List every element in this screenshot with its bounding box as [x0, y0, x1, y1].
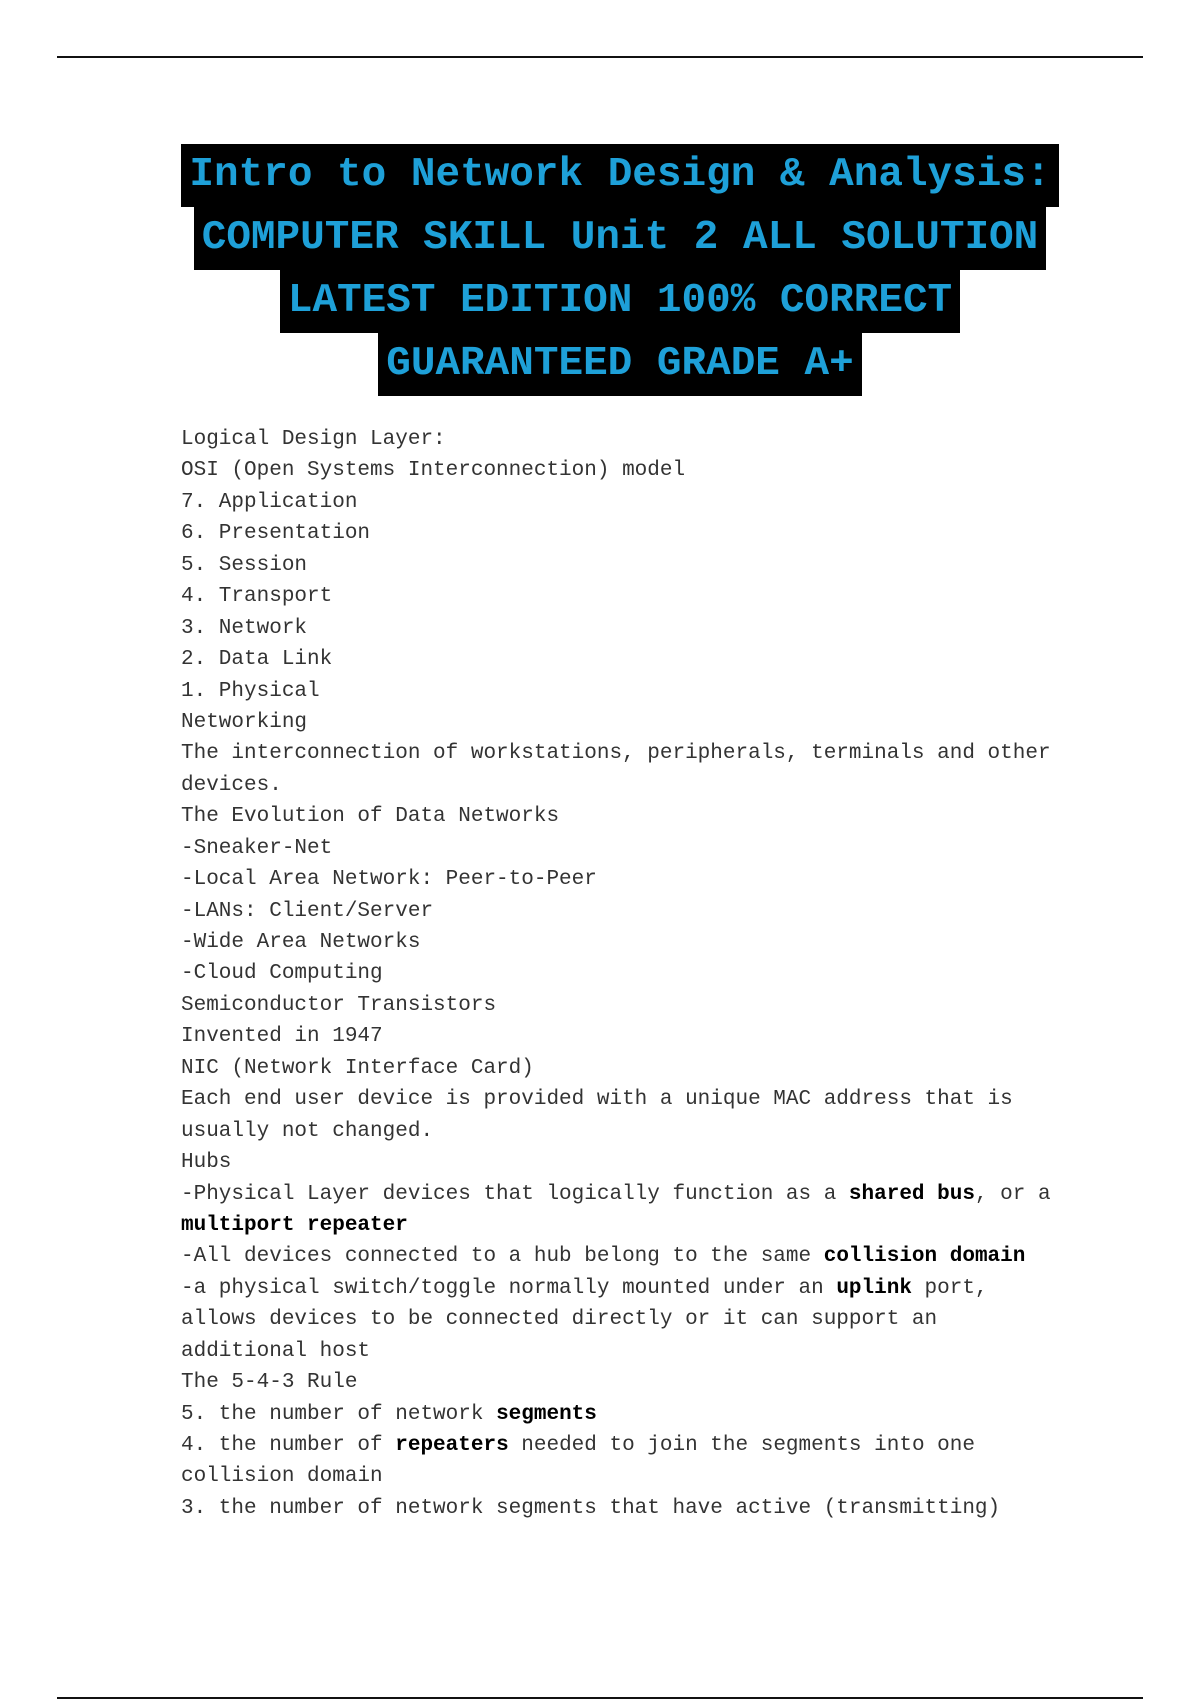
body-line: collision domain — [181, 1465, 383, 1489]
text-run: -a physical switch/toggle normally mounted under an — [181, 1276, 837, 1300]
body-line: Invented in 1947 — [181, 1025, 383, 1049]
body-line — [181, 1273, 1041, 1304]
body-line: 3. the number of network segments that have active (transmitting) — [181, 1496, 1001, 1520]
body-line — [181, 1241, 1041, 1272]
text-run: , or a — [974, 1182, 1051, 1206]
body-line: -Local Area Network: Peer-to-Peer — [181, 868, 597, 892]
body-line — [181, 1179, 1051, 1210]
text-run: -All devices connected to a hub belong to the same — [181, 1245, 824, 1269]
body-line — [181, 1210, 1041, 1241]
body-line: 2. Data Link — [181, 648, 333, 672]
body-line: The interconnection of workstations, peripherals, terminals and other — [181, 742, 1051, 766]
bold-term: repeaters — [395, 1434, 509, 1457]
body-line: 4. Transport — [181, 585, 333, 609]
body-line: 1. Physical — [181, 679, 320, 703]
text-run: 4. the number of — [181, 1434, 396, 1457]
body-line — [181, 1430, 1041, 1461]
body-line: allows devices to be connected directly or it can support an — [181, 1308, 938, 1332]
bold-term: multiport repeater — [181, 1213, 408, 1237]
text-run: port, — [911, 1276, 988, 1300]
body-line: Logical Design Layer: — [181, 428, 446, 451]
body-line: -LANs: Client/Server — [181, 899, 434, 923]
bold-term: uplink — [836, 1276, 912, 1300]
body-line: The Evolution of Data Networks — [181, 805, 560, 829]
body-line: additional host — [181, 1339, 371, 1363]
body-line: devices. — [181, 773, 282, 797]
body-line: -Wide Area Networks — [181, 931, 421, 954]
title-line-1: Intro to Network Design & Analysis: — [181, 144, 1058, 207]
header-rule — [57, 56, 1143, 58]
title-line-4: GUARANTEED GRADE A+ — [378, 333, 861, 396]
body-line: Networking — [181, 710, 308, 734]
text-run: -Physical Layer devices that logically function as a — [181, 1182, 849, 1206]
body-line: -Cloud Computing — [181, 962, 383, 986]
footer-rule — [57, 1697, 1143, 1699]
body-line: The 5-4-3 Rule — [181, 1371, 358, 1395]
body-line: OSI (Open Systems Interconnection) model — [181, 459, 686, 483]
text-run: needed to join the segments into one — [508, 1434, 975, 1457]
body-line: Hubs — [181, 1151, 232, 1175]
bold-term: collision domain — [823, 1245, 1026, 1269]
title-line-3: LATEST EDITION 100% CORRECT — [280, 270, 960, 333]
body-line: Semiconductor Transistors — [181, 993, 497, 1017]
body-line: NIC (Network Interface Card) — [181, 1056, 534, 1080]
bold-term: shared bus — [848, 1182, 975, 1206]
body-line: 6. Presentation — [181, 522, 371, 546]
text-run: 5. the number of network — [181, 1402, 497, 1426]
title-line-2: COMPUTER SKILL Unit 2 ALL SOLUTION — [194, 207, 1047, 270]
body-line: 5. Session — [181, 553, 308, 577]
document-body — [181, 424, 1051, 1524]
body-line: 7. Application — [181, 490, 358, 514]
body-line — [181, 1399, 1041, 1430]
document-title — [180, 144, 1060, 396]
body-line: Each end user device is provided with a unique MAC address that is — [181, 1088, 1013, 1112]
body-line: 3. Network — [181, 616, 308, 640]
body-line: usually not changed. — [181, 1119, 434, 1143]
bold-term: segments — [496, 1402, 597, 1426]
body-line: -Sneaker-Net — [181, 836, 333, 860]
